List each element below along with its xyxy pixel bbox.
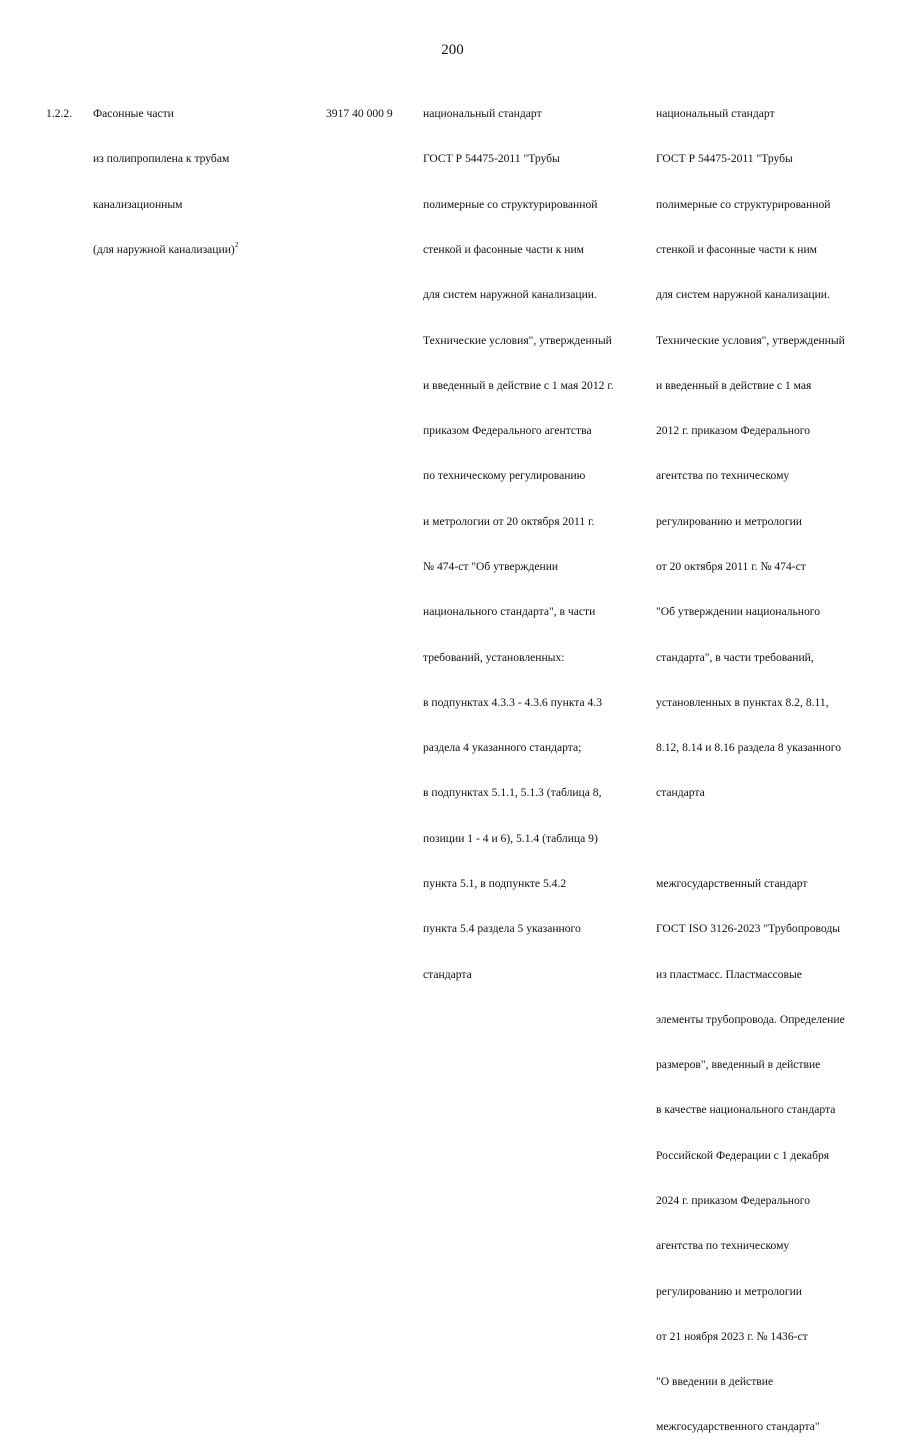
product-name-line: из полипропилена к трубам bbox=[93, 152, 230, 166]
standard-line: 2012 г. приказом Федерального bbox=[656, 424, 811, 438]
standard-line: ГОСТ Р 54475-2011 "Трубы bbox=[423, 152, 560, 166]
standard-line: и введенный в действие с 1 мая bbox=[656, 378, 812, 392]
product-name-line: канализационным bbox=[93, 197, 183, 211]
standard-line: для систем наружной канализации. bbox=[423, 288, 597, 302]
product-code: 3917 40 000 9 bbox=[326, 107, 393, 121]
standard-line: национальный стандарт bbox=[656, 107, 775, 121]
standard-line: 8.12, 8.14 и 8.16 раздела 8 указанного bbox=[656, 741, 842, 755]
standard-line: в качестве национального стандарта bbox=[656, 1103, 836, 1117]
standard-line: раздела 4 указанного стандарта; bbox=[423, 741, 582, 755]
standard-line: регулированию и метрологии bbox=[656, 1284, 802, 1298]
standard-line: регулированию и метрологии bbox=[656, 514, 802, 528]
standard-line: от 20 октября 2011 г. № 474-ст bbox=[656, 560, 806, 573]
product-name-cell bbox=[93, 76, 239, 272]
standard-line: в подпунктах 4.3.3 - 4.3.6 пункта 4.3 bbox=[423, 695, 603, 709]
standard-line: ГОСТ ISO 3126-2023 "Трубопроводы bbox=[656, 922, 841, 936]
standard-line: Технические условия", утвержденный bbox=[423, 333, 612, 347]
standard-line: приказом Федерального агентства bbox=[423, 424, 592, 438]
standard-line: пункта 5.1, в подпункте 5.4.2 bbox=[423, 876, 567, 890]
standard-line: от 21 ноября 2023 г. № 1436-ст bbox=[656, 1329, 808, 1343]
standard-line: 2024 г. приказом Федерального bbox=[656, 1193, 811, 1207]
standard-line: "О введении в действие bbox=[656, 1375, 774, 1389]
standard-line: размеров", введенный в действие bbox=[656, 1058, 821, 1072]
standards-column-2 bbox=[656, 76, 845, 1450]
standard-line: и введенный в действие с 1 мая 2012 г. bbox=[423, 378, 614, 392]
standard-line: агентства по техническому bbox=[656, 1239, 790, 1253]
standard-line: межгосударственного стандарта" bbox=[656, 1420, 820, 1434]
row-number-cell bbox=[46, 76, 72, 136]
standard-line: стандарта bbox=[423, 967, 472, 981]
standard-line: Российской Федерации с 1 декабря bbox=[656, 1148, 830, 1162]
standard-line: стенкой и фасонные части к ним bbox=[656, 243, 818, 257]
standard-line: стенкой и фасонные части к ним bbox=[423, 243, 585, 257]
standard-line: для систем наружной канализации. bbox=[656, 288, 830, 302]
standard-line: пункта 5.4 раздела 5 указанного bbox=[423, 922, 581, 936]
standard-line: агентства по техническому bbox=[656, 469, 790, 483]
standard-line: установленных в пунктах 8.2, 8.11, bbox=[656, 695, 829, 709]
standard-line: ГОСТ Р 54475-2011 "Трубы bbox=[656, 152, 793, 166]
standard-line: и метрологии от 20 октября 2011 г. bbox=[423, 514, 595, 528]
standard-line: полимерные со структурированной bbox=[656, 197, 831, 211]
standard-line: № 474-ст "Об утверждении bbox=[423, 560, 559, 573]
standard-line: элементы трубопровода. Определение bbox=[656, 1012, 845, 1026]
standard-line: полимерные со структурированной bbox=[423, 197, 598, 211]
product-name-line: Фасонные части bbox=[93, 107, 174, 121]
standard-line: требований, установленных: bbox=[423, 650, 565, 664]
standard-line: стандарта bbox=[656, 786, 705, 800]
standard-line: из пластмасс. Пластмассовые bbox=[656, 967, 802, 981]
standard-line: по техническому регулированию bbox=[423, 469, 586, 483]
row-number: 1.2.2. bbox=[46, 107, 73, 121]
standard-line: межгосударственный стандарт bbox=[656, 876, 808, 890]
standard-line: Технические условия", утвержденный bbox=[656, 333, 845, 347]
product-code-cell bbox=[326, 76, 393, 136]
product-name-line-last bbox=[93, 242, 239, 257]
standard-line: национальный стандарт bbox=[423, 107, 542, 121]
standard-line: позиции 1 - 4 и 6), 5.1.4 (таблица 9) bbox=[423, 831, 598, 845]
standards-column-1 bbox=[423, 76, 614, 997]
standard-line: в подпунктах 5.1.1, 5.1.3 (таблица 8, bbox=[423, 786, 602, 800]
standard-line: "Об утверждении национального bbox=[656, 605, 821, 619]
page-number: 200 bbox=[441, 42, 464, 58]
footnote-mark: 2 bbox=[234, 240, 239, 250]
standard-line: стандарта", в части требований, bbox=[656, 650, 814, 664]
product-name-text: (для наружной канализации) bbox=[93, 243, 235, 257]
paragraph-spacer bbox=[656, 831, 845, 846]
standard-line: национального стандарта", в части bbox=[423, 605, 596, 619]
